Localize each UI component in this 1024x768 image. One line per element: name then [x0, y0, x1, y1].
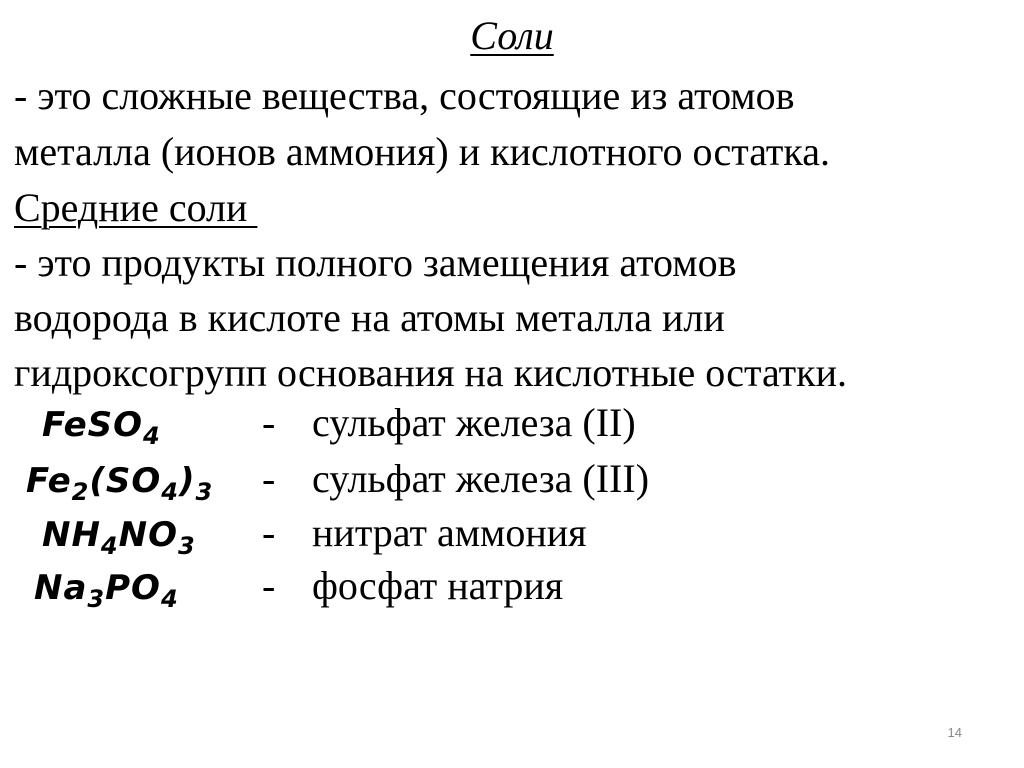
definition-line-1: - это сложные вещества, состоящие из атомов [14, 73, 795, 118]
sub-definition-line-1: - это продукты полного замещения атомов [14, 240, 737, 285]
formula-part: NH [42, 515, 101, 555]
formula-subscript: 3 [87, 585, 106, 613]
compound-name: нитрат аммония [312, 510, 587, 555]
example-row [0, 399, 1024, 455]
example-row [0, 562, 1024, 618]
chemical-formula [26, 457, 213, 505]
slide-title [0, 12, 1024, 60]
subheading-text: Средние соли [14, 185, 258, 230]
compound-name: сульфат железа (II) [312, 400, 636, 445]
formula-part: ) [179, 461, 196, 501]
chemical-formula [34, 564, 179, 612]
example-row [0, 455, 1024, 511]
dash: - [262, 563, 276, 608]
sub-definition-line-2: водорода в кислоте на атомы металла или [14, 295, 725, 340]
formula-subscript: 3 [177, 532, 196, 560]
formula-part: NO [118, 515, 178, 555]
formula-subscript: 4 [143, 422, 161, 450]
title-text: Соли [470, 13, 554, 58]
formula-subscript: 4 [100, 532, 119, 560]
formula-part: PO [105, 568, 161, 608]
dash: - [262, 456, 276, 501]
formula-subscript: 2 [71, 478, 90, 506]
subheading-line [14, 184, 257, 232]
compound-name: фосфат натрия [312, 563, 564, 608]
chemical-formula [42, 511, 196, 559]
formula-part: Fe [26, 461, 72, 501]
formula-part: (SO [89, 461, 162, 501]
formula-subscript: 4 [161, 478, 179, 506]
formula-part: FeSO [42, 405, 144, 445]
formula-part: Na [34, 568, 88, 608]
dash: - [262, 400, 276, 445]
example-row [0, 509, 1024, 565]
page-number: 14 [947, 725, 962, 740]
formula-subscript: 4 [160, 585, 179, 613]
dash: - [262, 510, 276, 555]
formula-subscript: 3 [195, 478, 214, 506]
definition-line-2: металла (ионов аммония) и кислотного остатка. [14, 129, 830, 174]
compound-name: сульфат железа (III) [312, 456, 650, 501]
sub-definition-line-3: гидроксогрупп основания на кислотные остатки. [14, 350, 847, 395]
chemical-formula [42, 401, 161, 449]
